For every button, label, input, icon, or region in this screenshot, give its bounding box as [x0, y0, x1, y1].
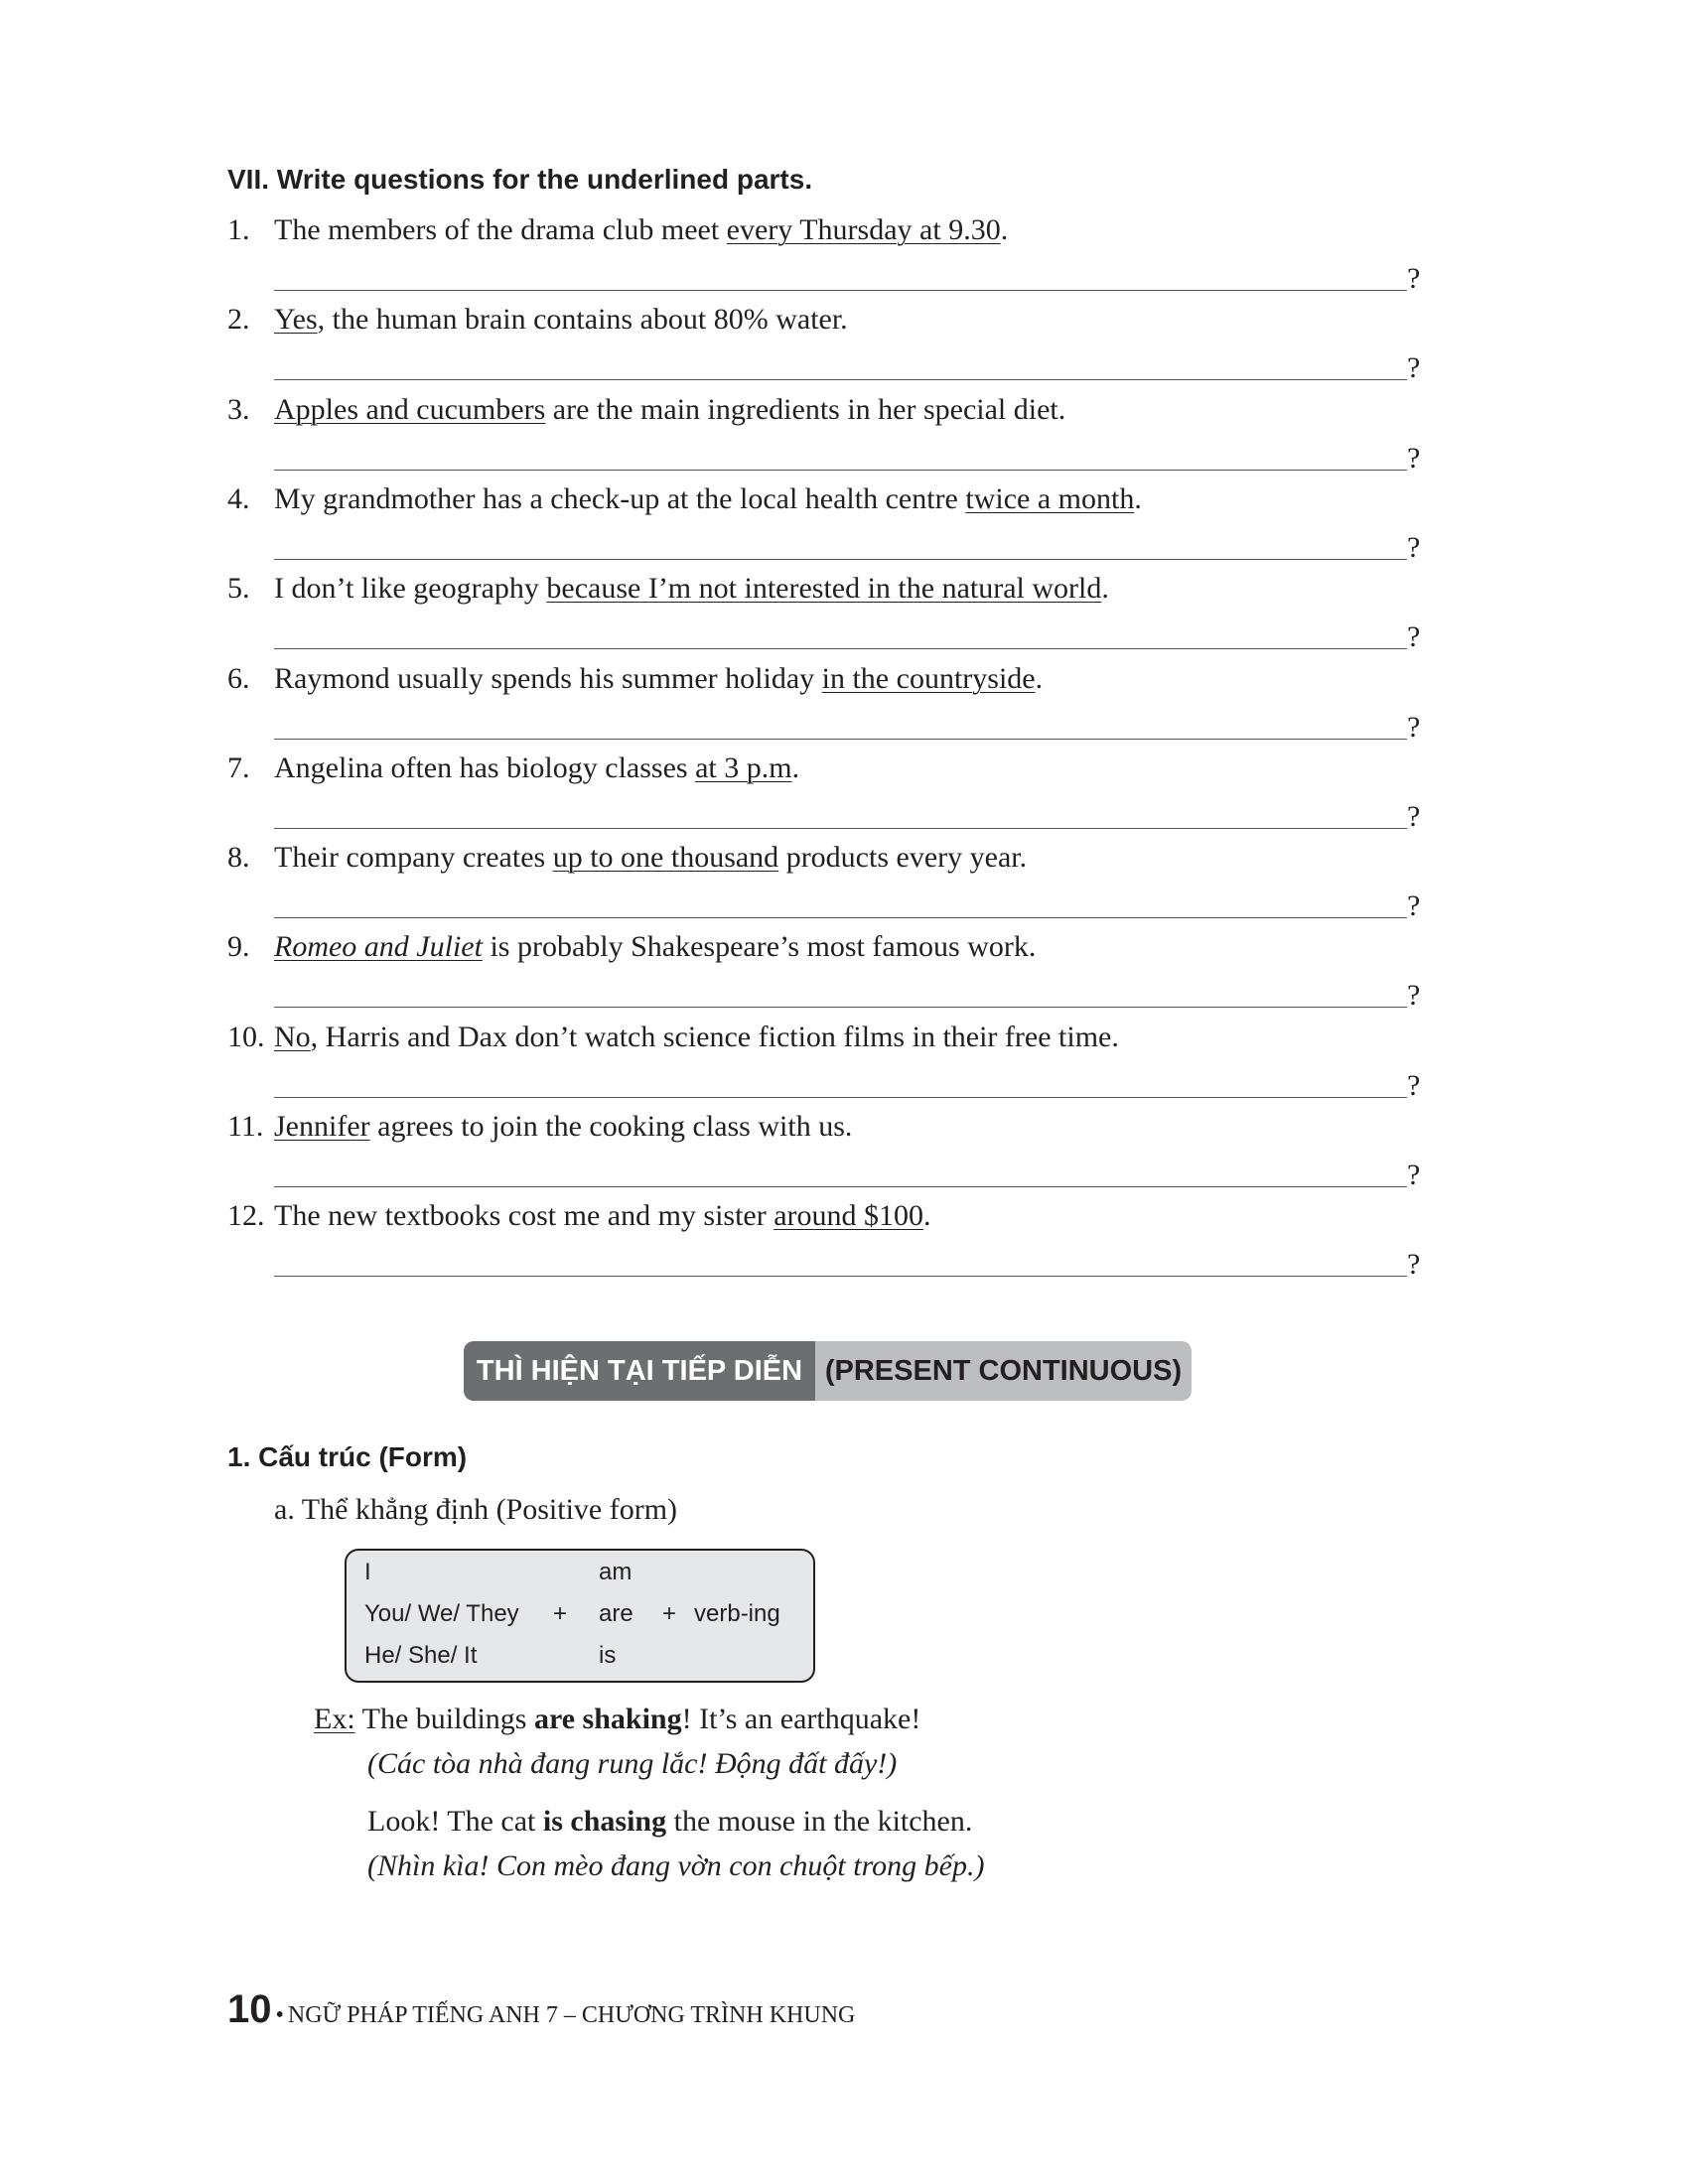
item-text: .: [1134, 481, 1142, 515]
item-text: is probably Shakespeare’s most famous work.: [482, 930, 1037, 964]
item-text: , Harris and Dax don’t watch science fiction films in their free time.: [310, 1020, 1119, 1053]
example-1-translation: (Các tòa nhà đang rung lắc! Động đất đấy!): [367, 1747, 898, 1780]
exercise-item: [227, 751, 799, 786]
subject-i: I: [364, 1559, 371, 1585]
item-number: 2.: [227, 303, 250, 337]
item-text: .: [1000, 213, 1009, 246]
section-banner: [464, 1341, 1192, 1401]
banner-english: (PRESENT CONTINUOUS): [815, 1341, 1192, 1401]
item-number: 1.: [227, 213, 250, 246]
footer-bullet: •: [275, 2002, 284, 2028]
exercise-item: [227, 1109, 852, 1145]
underlined-part: Apples and cucumbers: [274, 392, 546, 426]
item-number: 3.: [227, 392, 250, 426]
question-mark: ?: [1407, 1248, 1421, 1282]
underlined-part: Romeo and Juliet: [274, 930, 483, 964]
answer-line[interactable]: [274, 739, 1407, 740]
answer-line[interactable]: [274, 290, 1407, 291]
item-text: Their company creates: [274, 841, 553, 875]
example-text: The buildings: [354, 1703, 534, 1735]
underlined-part: No: [274, 1020, 311, 1053]
question-mark: ?: [1407, 1068, 1421, 1102]
exercise-item: [227, 571, 1109, 607]
item-number: 5.: [227, 572, 250, 606]
example-text: ! It’s an earthquake!: [681, 1703, 921, 1735]
question-mark: ?: [1407, 441, 1421, 475]
exercise-item: [227, 302, 848, 338]
underlined-part: up to one thousand: [552, 841, 779, 875]
page-footer: [227, 1987, 855, 2032]
exercise-item: [227, 1020, 1119, 1055]
item-text: products every year.: [778, 841, 1028, 875]
underlined-part: twice a month: [965, 481, 1135, 515]
page-number: 10: [227, 1987, 272, 2031]
underlined-part: around $100: [774, 1199, 924, 1233]
item-number: 11.: [227, 1110, 264, 1143]
question-mark: ?: [1407, 351, 1421, 385]
exercise-item: [227, 929, 1036, 965]
example-2-translation: (Nhìn kìa! Con mèo đang vờn con chuột trong bếp.): [367, 1849, 985, 1882]
item-text: .: [791, 751, 800, 784]
example-text: the mouse in the kitchen.: [666, 1805, 973, 1838]
answer-line[interactable]: [274, 1186, 1407, 1187]
plus-sign: +: [553, 1600, 568, 1627]
underlined-part: at 3 p.m: [695, 751, 792, 784]
subject-he-she-it: He/ She/ It: [364, 1642, 478, 1669]
banner-vietnamese: THÌ HIỆN TẠI TIẾP DIỄN: [464, 1341, 815, 1401]
exercise-item: [227, 840, 1027, 876]
underlined-part: Jennifer: [274, 1110, 370, 1143]
answer-line[interactable]: [274, 470, 1407, 471]
example-label: Ex:: [314, 1703, 355, 1735]
item-text: The new textbooks cost me and my sister: [274, 1199, 774, 1233]
verb-is: is: [599, 1642, 617, 1669]
item-text: agrees to join the cooking class with us.: [369, 1110, 853, 1143]
underlined-part: because I’m not interested in the natural world: [546, 572, 1102, 606]
question-mark: ?: [1407, 710, 1421, 744]
item-text: .: [923, 1199, 931, 1233]
exercise-item: [227, 212, 1008, 248]
answer-line[interactable]: [274, 1007, 1407, 1008]
book-title: NGỮ PHÁP TIẾNG ANH 7 – CHƯƠNG TRÌNH KHUNG: [287, 2002, 856, 2028]
item-text: .: [1101, 572, 1109, 606]
underlined-part: in the countryside: [821, 661, 1036, 695]
exercise-heading: VII. Write questions for the underlined parts.: [227, 164, 813, 195]
answer-line[interactable]: [274, 917, 1407, 918]
subject-you-we-they: You/ We/ They: [364, 1600, 519, 1627]
question-mark: ?: [1407, 262, 1421, 295]
item-text: My grandmother has a check-up at the local health centre: [274, 481, 966, 515]
answer-line[interactable]: [274, 828, 1407, 829]
example-1: [314, 1703, 920, 1736]
plus-sign: +: [662, 1600, 677, 1627]
question-mark: ?: [1407, 799, 1421, 833]
item-text: I don’t like geography: [274, 572, 547, 606]
item-text: Angelina often has biology classes: [274, 751, 696, 784]
question-mark: ?: [1407, 979, 1421, 1013]
item-number: 12.: [227, 1199, 265, 1233]
question-mark: ?: [1407, 620, 1421, 654]
exercise-item: [227, 661, 1043, 697]
form-table: [345, 1549, 815, 1683]
item-text: Raymond usually spends his summer holiday: [274, 661, 822, 695]
section-subtitle: a. Thể khẳng định (Positive form): [274, 1493, 678, 1526]
verb-ing: verb-ing: [694, 1600, 780, 1627]
item-text: are the main ingredients in her special diet.: [545, 392, 1066, 426]
example-text: Look! The cat: [367, 1805, 543, 1838]
example-bold: is chasing: [542, 1805, 667, 1838]
item-text: , the human brain contains about 80% water.: [317, 303, 848, 337]
example-2: [367, 1805, 972, 1839]
exercise-item: [227, 481, 1142, 517]
answer-line[interactable]: [274, 1276, 1407, 1277]
question-mark: ?: [1407, 1159, 1421, 1191]
verb-are: are: [599, 1600, 633, 1627]
item-number: 7.: [227, 751, 250, 784]
example-bold: are shaking: [533, 1703, 682, 1735]
question-mark: ?: [1407, 530, 1421, 564]
underlined-part: every Thursday at 9.30: [726, 213, 1001, 246]
item-number: 4.: [227, 481, 250, 515]
answer-line[interactable]: [274, 559, 1407, 560]
question-mark: ?: [1407, 889, 1421, 923]
item-number: 9.: [227, 930, 250, 964]
item-text: The members of the drama club meet: [274, 213, 727, 246]
item-number: 6.: [227, 661, 250, 695]
item-number: 10.: [227, 1020, 265, 1053]
underlined-part: Yes: [274, 303, 318, 337]
answer-line[interactable]: [274, 379, 1407, 380]
item-number: 8.: [227, 841, 250, 875]
item-text: .: [1035, 661, 1044, 695]
exercise-item: [227, 392, 1065, 428]
answer-line[interactable]: [274, 1097, 1407, 1098]
exercise-item: [227, 1198, 931, 1234]
verb-am: am: [599, 1559, 633, 1585]
section-title: 1. Cấu trúc (Form): [227, 1441, 468, 1472]
answer-line[interactable]: [274, 648, 1407, 649]
